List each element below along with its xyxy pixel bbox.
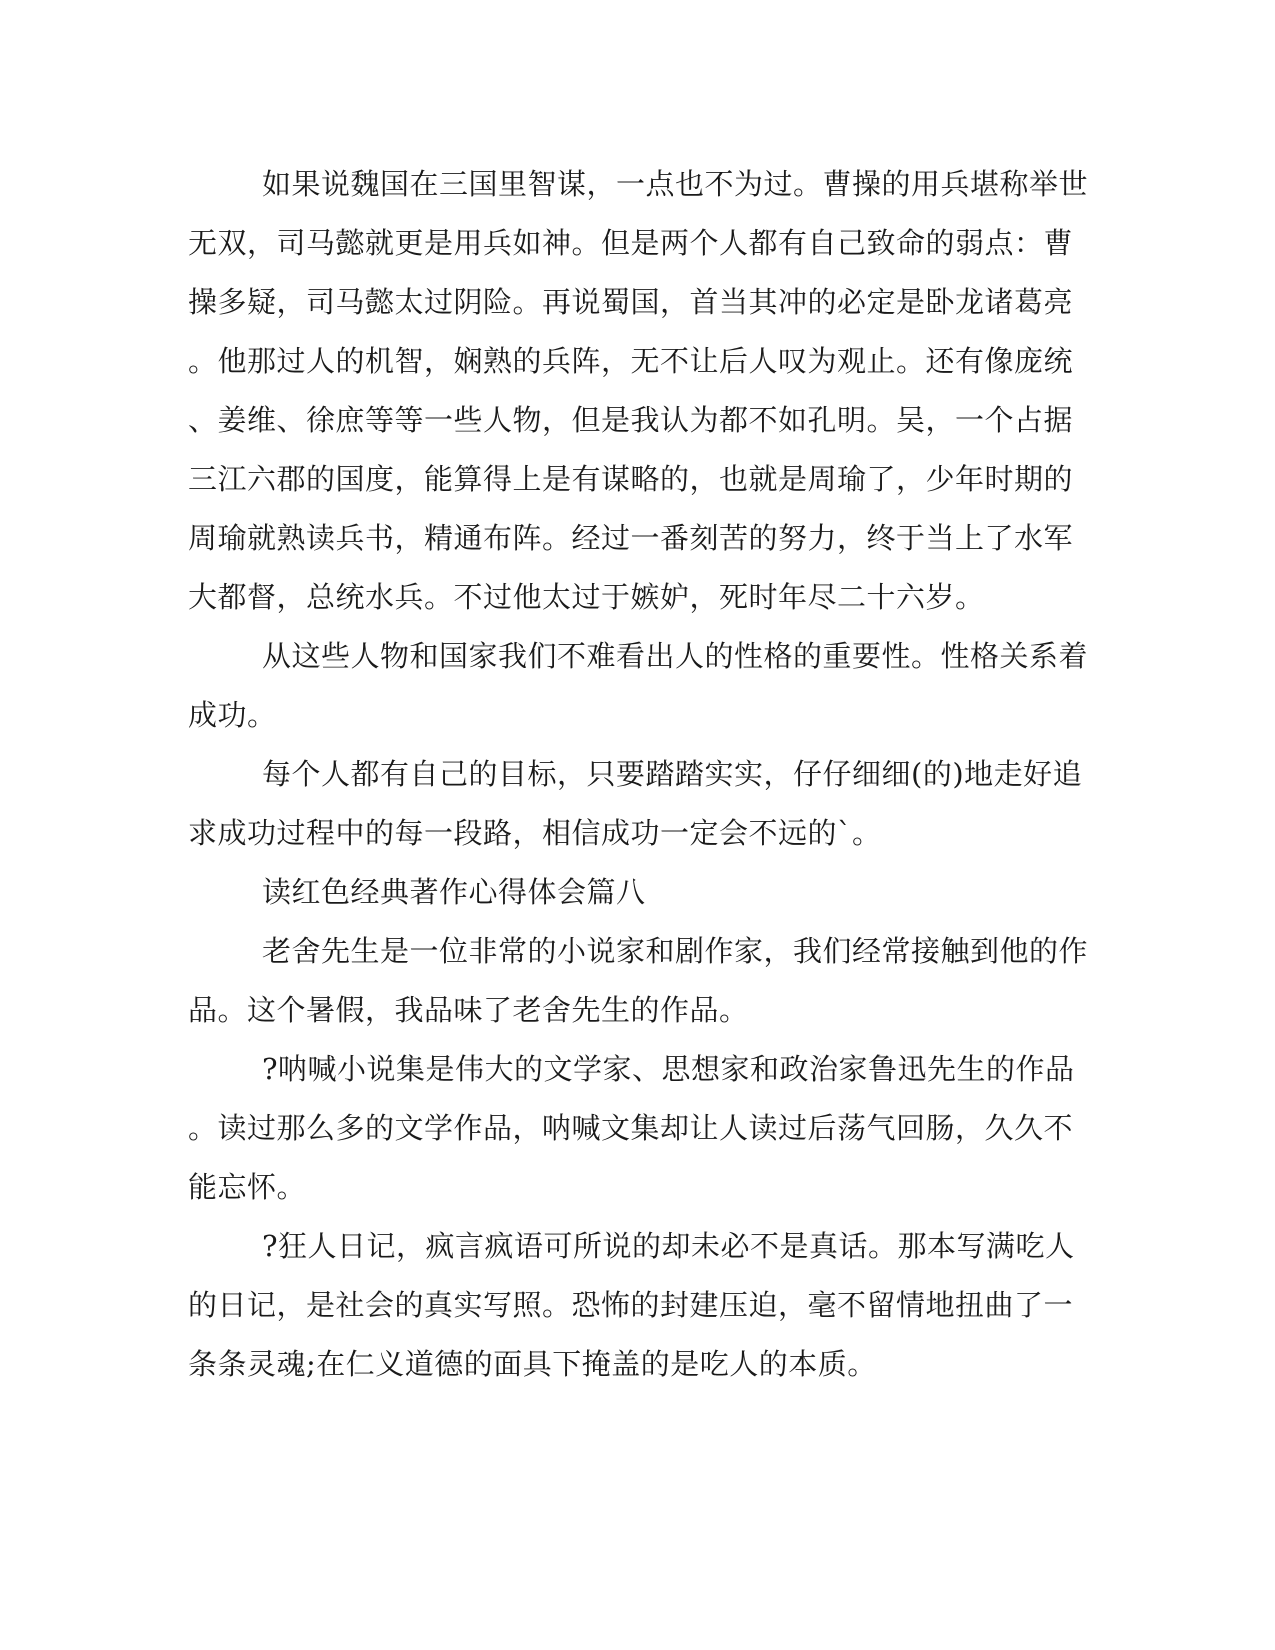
text-line: 从这些人物和国家我们不难看出人的性格的重要性。性格关系着	[262, 639, 1089, 673]
text-line: 操多疑，司马懿太过阴险。再说蜀国，首当其冲的必定是卧龙诸葛亮	[188, 285, 1074, 319]
text-line: 的日记，是社会的真实写照。恐怖的封建压迫，毫不留情地扭曲了一	[188, 1288, 1074, 1322]
text-line: 求成功过程中的每一段路，相信成功一定会不远的`。	[188, 816, 882, 850]
text-line: 如果说魏国在三国里智谋，一点也不为过。曹操的用兵堪称举世	[262, 167, 1089, 201]
text-line: 三江六郡的国度，能算得上是有谋略的，也就是周瑜了，少年时期的	[188, 462, 1074, 496]
text-line: 。读过那么多的文学作品，呐喊文集却让人读过后荡气回肠，久久不	[188, 1111, 1074, 1145]
text-line: 成功。	[188, 698, 277, 732]
text-line: 能忘怀。	[188, 1170, 307, 1204]
text-line: 条条灵魂;在仁义道德的面具下掩盖的是吃人的本质。	[188, 1347, 877, 1381]
section-heading: 读红色经典著作心得体会篇八	[262, 875, 646, 909]
text-line: ?呐喊小说集是伟大的文学家、思想家和政治家鲁迅先生的作品	[262, 1052, 1075, 1086]
text-line: 周瑜就熟读兵书，精通布阵。经过一番刻苦的努力，终于当上了水军	[188, 521, 1074, 555]
text-line: 老舍先生是一位非常的小说家和剧作家，我们经常接触到他的作	[262, 934, 1089, 968]
text-line: 无双，司马懿就更是用兵如神。但是两个人都有自己致命的弱点：曹	[188, 226, 1074, 260]
text-line: 品。这个暑假，我品味了老舍先生的作品。	[188, 993, 749, 1027]
text-line: ?狂人日记，疯言疯语可所说的却未必不是真话。那本写满吃人	[262, 1229, 1075, 1263]
text-line: 大都督，总统水兵。不过他太过于嫉妒，死时年尽二十六岁。	[188, 580, 985, 614]
text-line: 、姜维、徐庶等等一些人物，但是我认为都不如孔明。吴，一个占据	[188, 403, 1074, 437]
text-line: 。他那过人的机智，娴熟的兵阵，无不让后人叹为观止。还有像庞统	[188, 344, 1074, 378]
text-line: 每个人都有自己的目标，只要踏踏实实，仔仔细细(的)地走好追	[262, 757, 1083, 791]
